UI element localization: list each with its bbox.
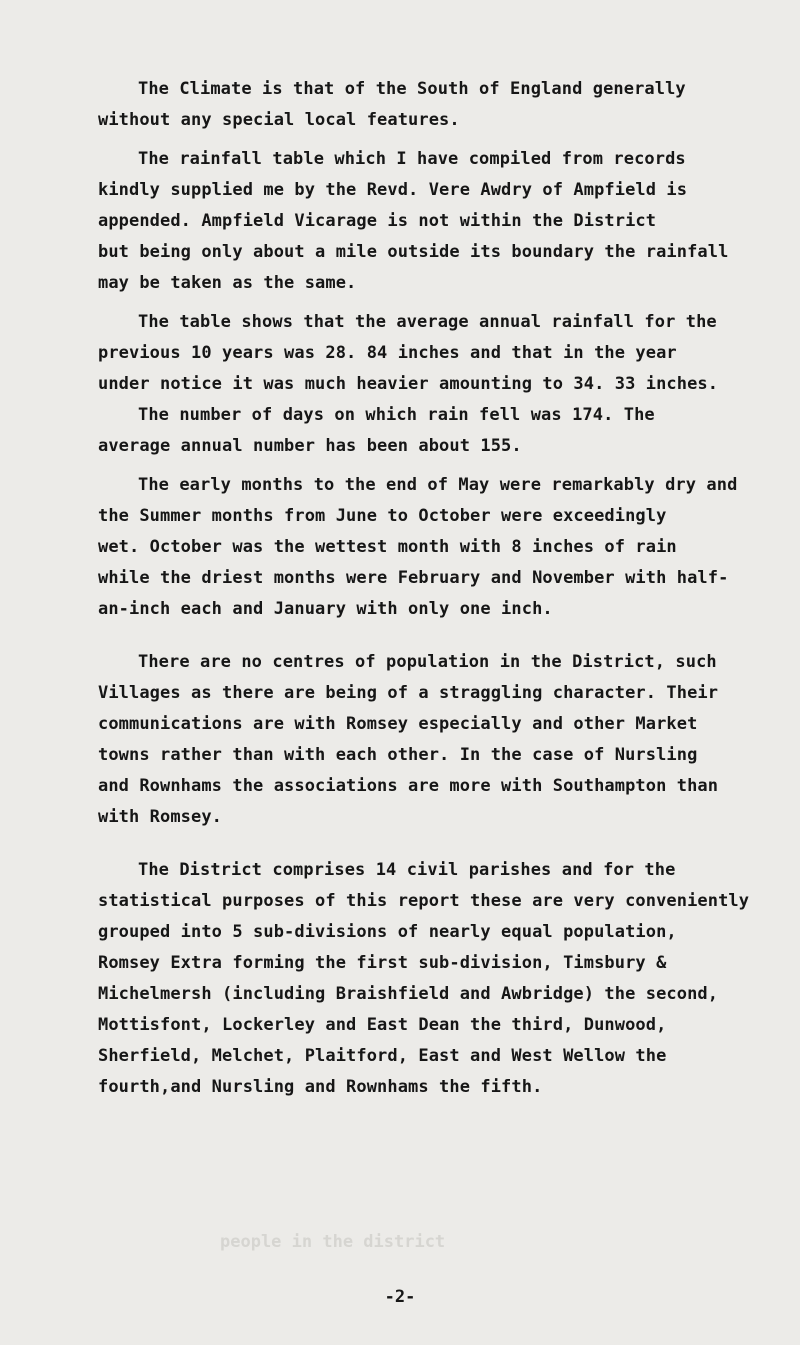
- text-line: fourth,and Nursling and Rownhams the fifth.: [98, 1077, 543, 1097]
- page-number: -2-: [384, 1287, 416, 1307]
- text-line: Mottisfont, Lockerley and East Dean the third, Dunwood,: [98, 1015, 667, 1035]
- paragraph-rainfall-table: [98, 144, 778, 299]
- text-line: The table shows that the average annual rainfall for the: [138, 312, 717, 332]
- text-line: The number of days on which rain fell was 174. The: [138, 405, 655, 425]
- body-text: [98, 74, 778, 1103]
- text-line: the Summer months from June to October were exceedingly: [98, 506, 667, 526]
- text-line: under notice it was much heavier amounting to 34. 33 inches.: [98, 374, 719, 394]
- bleed-through-text: people in the district: [220, 1232, 446, 1252]
- text-line: kindly supplied me by the Revd. Vere Awdry of Ampfield is: [98, 180, 688, 200]
- paragraph-monthly-rainfall: [98, 470, 778, 625]
- text-line: wet. October was the wettest month with 8 inches of rain: [98, 537, 677, 557]
- text-line: The early months to the end of May were remarkably dry and: [138, 475, 738, 495]
- paragraph-average-rainfall: [98, 307, 778, 462]
- text-line: without any special local features.: [98, 110, 460, 130]
- text-line: while the driest months were February and November with half-: [98, 568, 729, 588]
- text-line: The rainfall table which I have compiled from records: [138, 149, 686, 169]
- text-line: but being only about a mile outside its boundary the rainfall: [98, 242, 729, 262]
- text-line: an-inch each and January with only one inch.: [98, 599, 553, 619]
- text-line: The Climate is that of the South of England generally: [138, 79, 686, 99]
- paragraph-parishes: [98, 855, 778, 1103]
- text-line: with Romsey.: [98, 807, 223, 827]
- text-line: communications are with Romsey especially and other Market: [98, 714, 698, 734]
- text-line: The District comprises 14 civil parishes and for the: [138, 860, 676, 880]
- text-line: Michelmersh (including Braishfield and Awbridge) the second,: [98, 984, 719, 1004]
- paragraph-population: [98, 647, 778, 833]
- text-line: may be taken as the same.: [98, 273, 357, 293]
- text-line: appended. Ampfield Vicarage is not within the District: [98, 211, 657, 231]
- text-line: and Rownhams the associations are more with Southampton than: [98, 776, 719, 796]
- text-line: statistical purposes of this report these are very conveniently: [98, 891, 750, 911]
- text-line: Sherfield, Melchet, Plaitford, East and West Wellow the: [98, 1046, 667, 1066]
- text-line: average annual number has been about 155.: [98, 436, 522, 456]
- text-line: Villages as there are being of a straggling character. Their: [98, 683, 719, 703]
- text-line: Romsey Extra forming the first sub-division, Timsbury &: [98, 953, 667, 973]
- text-line: previous 10 years was 28. 84 inches and that in the year: [98, 343, 677, 363]
- text-line: There are no centres of population in the District, such: [138, 652, 717, 672]
- paragraph-climate: [98, 74, 778, 136]
- text-line: grouped into 5 sub-divisions of nearly equal population,: [98, 922, 677, 942]
- text-line: towns rather than with each other. In the case of Nursling: [98, 745, 698, 765]
